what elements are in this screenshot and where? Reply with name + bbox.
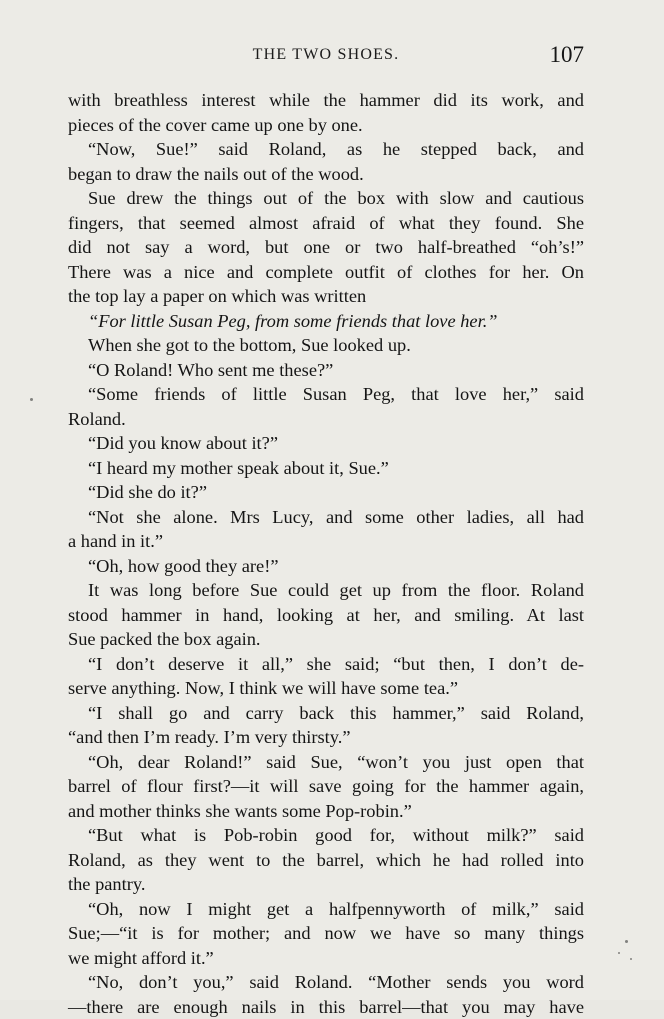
text-line: “Not she alone. Mrs Lucy, and some other ladies, all had	[68, 505, 584, 530]
text-line: “I heard my mother speak about it, Sue.”	[68, 456, 584, 481]
text-line: did not say a word, but one or two half-breathed “oh’s!”	[68, 235, 584, 260]
body-text	[68, 88, 584, 1019]
paper-speck	[625, 940, 628, 943]
page-number: 107	[550, 42, 585, 68]
text-line: “Did you know about it?”	[68, 431, 584, 456]
text-line: There was a nice and complete outfit of clothes for her. On	[68, 260, 584, 285]
text-line: fingers, that seemed almost afraid of what they found. She	[68, 211, 584, 236]
text-line: “Oh, dear Roland!” said Sue, “won’t you just open that	[68, 750, 584, 775]
text-line: “and then I’m ready. I’m very thirsty.”	[68, 725, 584, 750]
text-line: the pantry.	[68, 872, 584, 897]
text-line: pieces of the cover came up one by one.	[68, 113, 584, 138]
text-line: barrel of flour first?—it will save going for the hammer again,	[68, 774, 584, 799]
running-title: THE TWO SHOES.	[68, 46, 584, 64]
text-line: “I don’t deserve it all,” she said; “but then, I don’t de-	[68, 652, 584, 677]
text-line: “Some friends of little Susan Peg, that love her,” said	[68, 382, 584, 407]
text-line: “But what is Pob-robin good for, without milk?” said	[68, 823, 584, 848]
text-line: It was long before Sue could get up from the floor. Roland	[68, 578, 584, 603]
text-line: began to draw the nails out of the wood.	[68, 162, 584, 187]
text-line: —there are enough nails in this barrel—that you may have	[68, 995, 584, 1019]
text-line: Sue packed the box again.	[68, 627, 584, 652]
text-line: Sue;—“it is for mother; and now we have so many things	[68, 921, 584, 946]
text-line: “Oh, now I might get a halfpennyworth of milk,” said	[68, 897, 584, 922]
text-line: “For little Susan Peg, from some friends that love her.”	[68, 309, 584, 334]
paper-speck	[630, 958, 632, 960]
text-line: the top lay a paper on which was written	[68, 284, 584, 309]
text-line: serve anything. Now, I think we will have some tea.”	[68, 676, 584, 701]
text-line: and mother thinks she wants some Pop-robin.”	[68, 799, 584, 824]
text-line: Roland, as they went to the barrel, which he had rolled into	[68, 848, 584, 873]
text-line: When she got to the bottom, Sue looked up.	[68, 333, 584, 358]
text-line: “No, don’t you,” said Roland. “Mother sends you word	[68, 970, 584, 995]
text-line: “I shall go and carry back this hammer,” said Roland,	[68, 701, 584, 726]
text-line: Sue drew the things out of the box with slow and cautious	[68, 186, 584, 211]
paper-speck	[30, 398, 33, 401]
text-line: “Oh, how good they are!”	[68, 554, 584, 579]
text-line: stood hammer in hand, looking at her, and smiling. At last	[68, 603, 584, 628]
page-header	[68, 42, 584, 78]
text-line: a hand in it.”	[68, 529, 584, 554]
text-line: we might afford it.”	[68, 946, 584, 971]
text-line: “Did she do it?”	[68, 480, 584, 505]
paper-speck	[618, 952, 620, 954]
text-line: with breathless interest while the hammer did its work, and	[68, 88, 584, 113]
text-line: Roland.	[68, 407, 584, 432]
text-line: “Now, Sue!” said Roland, as he stepped back, and	[68, 137, 584, 162]
text-line: “O Roland! Who sent me these?”	[68, 358, 584, 383]
